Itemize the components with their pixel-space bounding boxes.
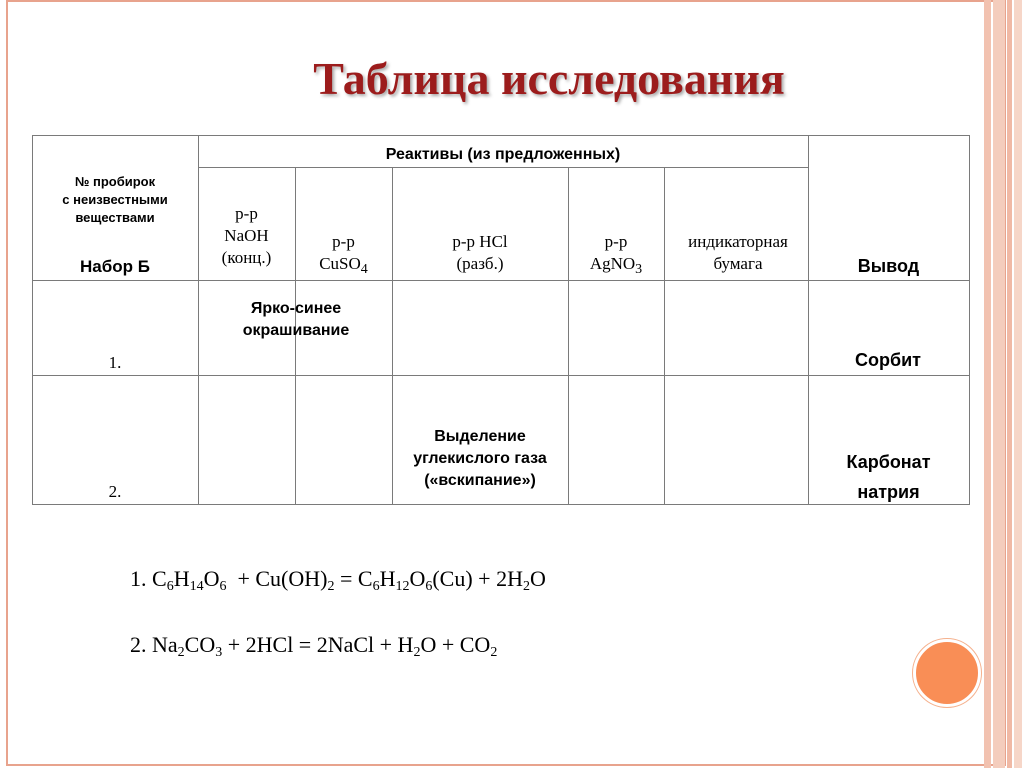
accent-circle [913, 639, 981, 707]
reagents-header: Реактивы (из предложенных) [385, 146, 621, 163]
conclusion-cell: Сорбит [855, 350, 921, 370]
table-border [198, 135, 199, 505]
table-border [568, 167, 569, 505]
decorative-stripe [984, 0, 991, 768]
slide-title: Таблица исследования [313, 53, 785, 104]
row-number: 2. [108, 482, 122, 501]
equation-1: 1. $C_6H_{14}O_6 + Cu(OH)_2 = C_6H_{12}O_6(Cu) + 2H_2O$ [130, 566, 546, 594]
reagent-naoh: р-р NaOH (конц.) [221, 204, 272, 267]
reagent-indicator: индикаторная бумага [688, 232, 788, 273]
equation-2: 2. $Na_2CO_3 + 2HCl$ = 2NaCl + $H_2O + CO_2$ [130, 632, 498, 660]
observation-cuso4: Ярко-синее окрашивание [242, 300, 350, 339]
table-border [32, 375, 970, 376]
observation-hcl: Выделение углекислого газа («вскипание») [413, 428, 547, 489]
table-border [32, 135, 970, 136]
reagent-hcl: р-р HCl (разб.) [452, 232, 508, 273]
decorative-stripe [993, 0, 1005, 768]
table-border [969, 135, 970, 505]
decorative-stripe [1007, 0, 1012, 768]
table-border [32, 280, 970, 281]
reagent-cuso4: р-р CuSO$_4$ [319, 232, 368, 277]
set-label: Набор Б [80, 257, 150, 276]
decorative-stripe [1014, 0, 1022, 768]
conclusion-cell: Карбонат натрия [846, 452, 931, 502]
table-border [198, 167, 808, 168]
reagent-agno3: р-р AgNO$_3$ [589, 232, 643, 277]
conclusion-header: Вывод [857, 256, 920, 276]
table-border [664, 167, 665, 505]
row-number: 1. [108, 353, 122, 372]
research-table [32, 135, 970, 505]
tube-column-header: № пробирок с неизвестными веществами [62, 174, 168, 225]
